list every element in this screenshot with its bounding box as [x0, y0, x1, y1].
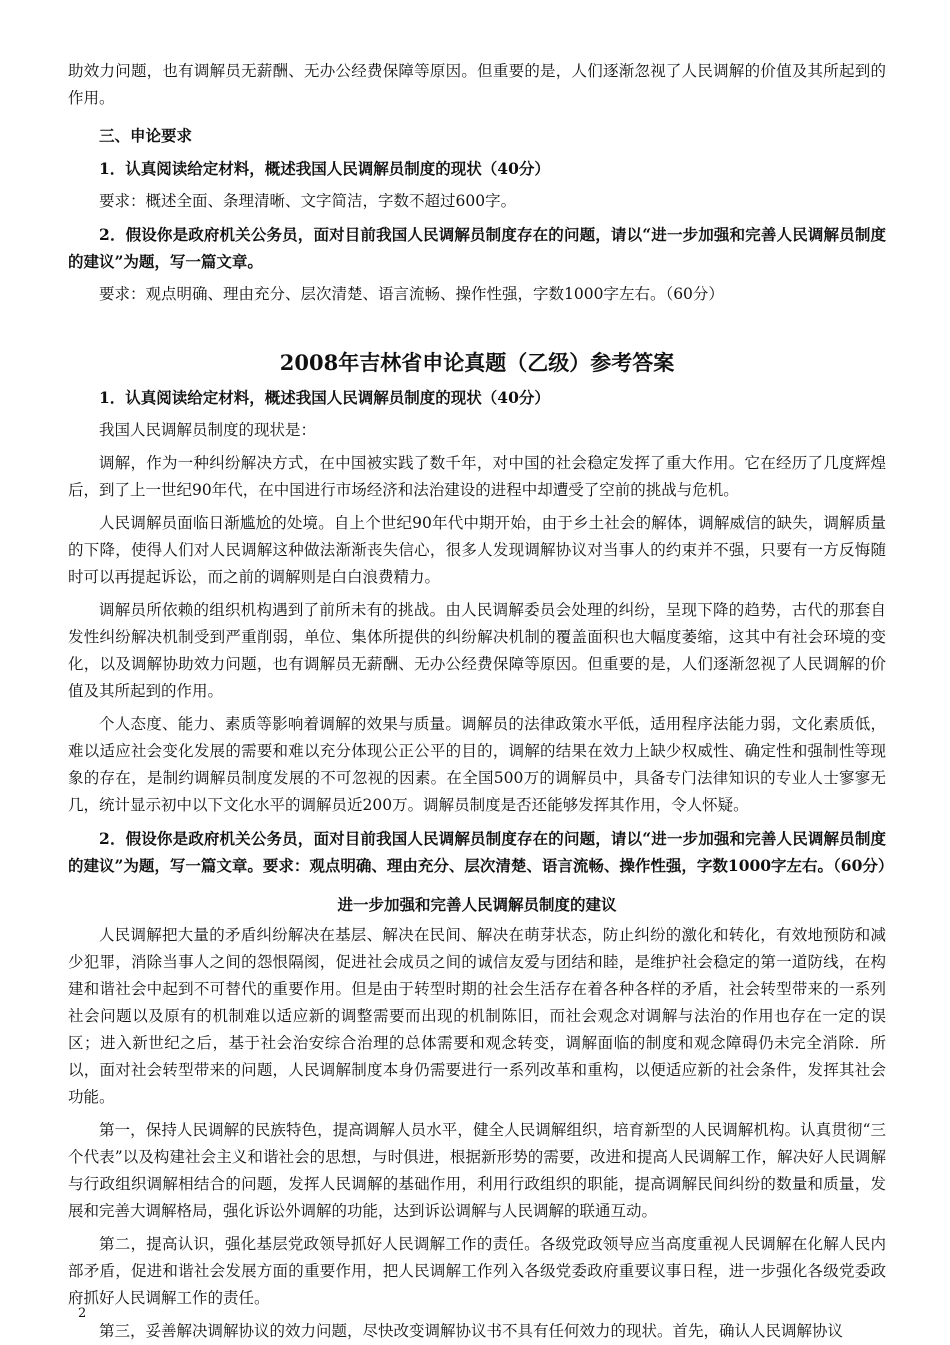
question-1-requirements: 要求：概述全面、条理清晰、文字简洁，字数不超过600字。 [99, 192, 517, 210]
answer-1-intro: 我国人民调解员制度的现状是： [99, 421, 317, 439]
paragraph-continuation: 助效力问题，也有调解员无薪酬、无办公经费保障等原因。但重要的是，人们逐渐忽视了人民调解的价值及其所起到的作用。 [68, 62, 886, 107]
essay-paragraph-1: 人民调解把大量的矛盾纠纷解决在基层、解决在民间、解决在萌芽状态，防止纠纷的激化和转化，有效地预防和减少犯罪，消除当事人之间的怨恨隔阂，促进社会成员之间的诚信友爱与团结和睦，是维护社会稳定的第一道防线，在构建和谐社会中起到不可替代的重要作用。但是由于转型时期的社会生活存在着各种各样的矛盾，社会转型带来的一系列社会问题以及原有的机制难以适应新的调整需要而出现的机制陈旧，而社会观念对调解与法治的作用也存在一定的误区；进入新世纪之后，基于社会治安综合治理的总体需要和观念转变，调解面临的制度和观念障碍仍未完全消除．所以，面对社会转型带来的问题，人民调解制度本身仍需要进行一系列改革和重构，以便适应新的社会条件，发挥其社会功能。 [68, 926, 886, 1106]
essay-paragraph-4: 第三，妥善解决调解协议的效力问题，尽快改变调解协议书不具有任何效力的现状。首先，确认人民调解协议 [99, 1322, 844, 1340]
answer-1-paragraph-2: 人民调解员面临日渐尴尬的处境。自上个世纪90年代中期开始，由于乡土社会的解体，调解威信的缺失，调解质量的下降，使得人们对人民调解这种做法渐渐丧失信心，很多人发现调解协议对当事人的约束并不强，只要有一方反悔随时可以再提起诉讼，而之前的调解则是白白浪费精力。 [68, 514, 886, 586]
question-2: 2．假设你是政府机关公务员，面对目前我国人民调解员制度存在的问题，请以“进一步加强和完善人民调解员制度的建议”为题，写一篇文章。 [68, 225, 886, 271]
answer-2-heading: 2．假设你是政府机关公务员，面对目前我国人民调解员制度存在的问题，请以“进一步加强和完善人民调解员制度的建议”为题，写一篇文章。要求：观点明确、理由充分、层次清楚、语言流畅、操作性强，字数1000字左右。（60分） [68, 829, 894, 875]
answer-1-paragraph-3: 调解员所依赖的组织机构遇到了前所未有的挑战。由人民调解委员会处理的纠纷，呈现下降的趋势，古代的那套自发性纠纷解决机制受到严重削弱，单位、集体所提供的纠纷解决机制的覆盖面积也大幅度萎缩，这其中有社会环境的变化，以及调解协助效力问题，也有调解员无薪酬、无办公经费保障等原因。但重要的是，人们逐渐忽视了人民调解的价值及其所起到的作用。 [68, 601, 886, 700]
question-2-requirements: 要求：观点明确、理由充分、层次清楚、语言流畅、操作性强，字数1000字左右。（60分） [99, 285, 724, 303]
essay-title: 进一步加强和完善人民调解员制度的建议 [337, 895, 617, 914]
answer-title: 2008年吉林省申论真题（乙级）参考答案 [279, 350, 675, 375]
page-content [68, 58, 894, 1345]
essay-paragraph-2: 第一，保持人民调解的民族特色，提高调解人员水平，健全人民调解组织，培育新型的人民调解机构。认真贯彻“三个代表”以及构建社会主义和谐社会的思想，与时俱进，根据新形势的需要，改进和提高人民调解工作，解决好人民调解与行政组织调解相结合的问题，发挥人民调解的基础作用，利用行政组织的职能，提高调解民间纠纷的数量和质量，发展和完善大调解格局，强化诉讼外调解的功能，达到诉讼调解与人民调解的联通互动。 [68, 1121, 886, 1220]
answer-1-paragraph-4: 个人态度、能力、素质等影响着调解的效果与质量。调解员的法律政策水平低，适用程序法能力弱，文化素质低，难以适应社会变化发展的需要和难以充分体现公正公平的目的，调解的结果在效力上缺少权威性、确定性和强制性等现象的存在，是制约调解员制度发展的不可忽视的因素。在全国500万的调解员中，具备专门法律知识的专业人士寥寥无几，统计显示初中以下文化水平的调解员近200万。调解员制度是否还能够发挥其作用，令人怀疑。 [68, 715, 886, 814]
essay-paragraph-3: 第二，提高认识，强化基层党政领导抓好人民调解工作的责任。各级党政领导应当高度重视人民调解在化解人民内部矛盾，促进和谐社会发展方面的重要作用，把人民调解工作列入各级党委政府重要议事日程，进一步强化各级党委政府抓好人民调解工作的责任。 [68, 1235, 886, 1307]
answer-1-heading: 1．认真阅读给定材料，概述我国人民调解员制度的现状（40分） [99, 388, 550, 407]
question-1: 1．认真阅读给定材料，概述我国人民调解员制度的现状（40分） [99, 159, 550, 178]
answer-1-paragraph-1: 调解，作为一种纠纷解决方式，在中国被实践了数千年，对中国的社会稳定发挥了重大作用。它在经历了几度辉煌后，到了上一世纪90年代，在中国进行市场经济和法治建设的进程中却遭受了空前的挑战与危机。 [68, 454, 886, 499]
heading-requirements: 三、申论要求 [99, 126, 193, 145]
page-number: 2 [78, 1306, 87, 1321]
